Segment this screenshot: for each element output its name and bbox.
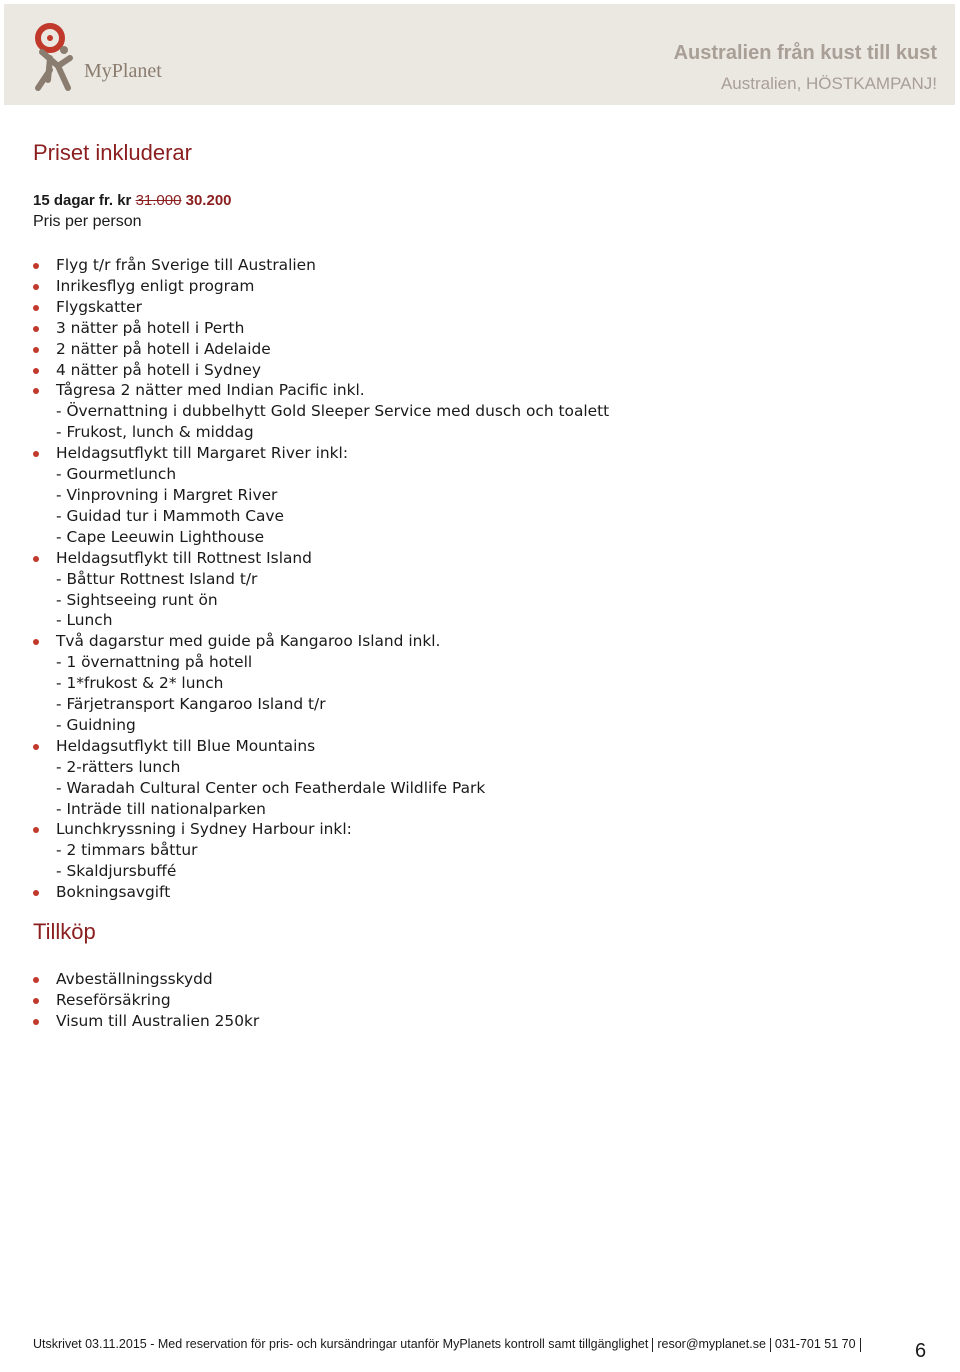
page-header [4,4,955,105]
footer-separator [652,1338,653,1352]
list-item: Två dagarstur med guide på Kangaroo Island inkl. [33,631,933,652]
list-item: Flyg t/r från Sverige till Australien [33,255,933,276]
list-item: - 2 timmars båttur [56,841,198,860]
list-item: - Inträde till nationalparken [56,799,266,818]
page-content [33,140,933,1032]
list-item: - Waradah Cultural Center och Featherdale Wildlife Park [56,778,486,797]
list-item: - 2-rätters lunch [56,757,181,776]
list-item: Heldagsutflykt till Blue Mountains [33,736,933,757]
list-item: 4 nätter på hotell i Sydney [33,360,933,381]
list-item: Lunchkryssning i Sydney Harbour inkl: [33,819,933,840]
price-per-person: Pris per person [33,213,142,230]
list-item: Heldagsutflykt till Margaret River inkl: [33,443,933,464]
list-item: - Gourmetlunch [56,465,177,484]
list-item: - Guidad tur i Mammoth Cave [56,506,284,525]
section-heading-included: Priset inkluderar [33,140,192,165]
list-item: Flygskatter [33,297,933,318]
extras-list [33,969,933,1032]
list-item: Reseförsäkring [33,990,933,1011]
list-item: Bokningsavgift [33,882,933,903]
footer-phone: 031-701 51 70 [774,1337,856,1351]
new-price: 30.200 [185,192,232,209]
list-item: Visum till Australien 250kr [33,1011,933,1032]
list-item: - Lunch [56,611,113,630]
list-item: - Båttur Rottnest Island t/r [56,569,258,588]
header-title: Australien från kust till kust [673,42,937,64]
list-item: - Frukost, lunch & middag [56,423,254,442]
list-item: - Färjetransport Kangaroo Island t/r [56,695,326,714]
footer-text: Utskrivet 03.11.2015 - Med reservation för pris- och kursändringar utanför MyPlanets kontroll samt tillgänglighet [33,1337,649,1351]
footer-separator [770,1338,771,1352]
price-line [33,192,933,209]
list-item: - Skaldjursbuffé [56,862,177,881]
list-item: - Guidning [56,715,136,734]
list-item: - 1 övernattning på hotell [56,653,253,672]
list-item: 2 nätter på hotell i Adelaide [33,339,933,360]
list-item: Heldagsutflykt till Rottnest Island [33,548,933,569]
list-item: - Cape Leeuwin Lighthouse [56,527,265,546]
list-item: - Sightseeing runt ön [56,590,218,609]
old-price: 31.000 [135,192,182,209]
list-item: Tågresa 2 nätter med Indian Pacific inkl. [33,380,933,401]
included-list [33,255,933,903]
myplanet-logo-icon [28,18,178,98]
footer-email: resor@myplanet.se [657,1337,766,1351]
list-item: Avbeställningsskydd [33,969,933,990]
footer-separator [860,1338,861,1352]
header-subtitle: Australien, HÖSTKAMPANJ! [720,74,937,93]
logo-text: MyPlanet [84,60,162,82]
section-heading-extras: Tillköp [33,919,96,945]
page-footer [33,1337,933,1352]
page-number: 6 [915,1340,927,1362]
price-prefix: 15 dagar fr. kr [33,192,136,209]
list-item: Inrikesflyg enligt program [33,276,933,297]
list-item: 3 nätter på hotell i Perth [33,318,933,339]
list-item: - Vinprovning i Margret River [56,485,278,504]
list-item: - Övernattning i dubbelhytt Gold Sleeper Service med dusch och toalett [56,402,610,421]
list-item: - 1*frukost & 2* lunch [56,674,224,693]
